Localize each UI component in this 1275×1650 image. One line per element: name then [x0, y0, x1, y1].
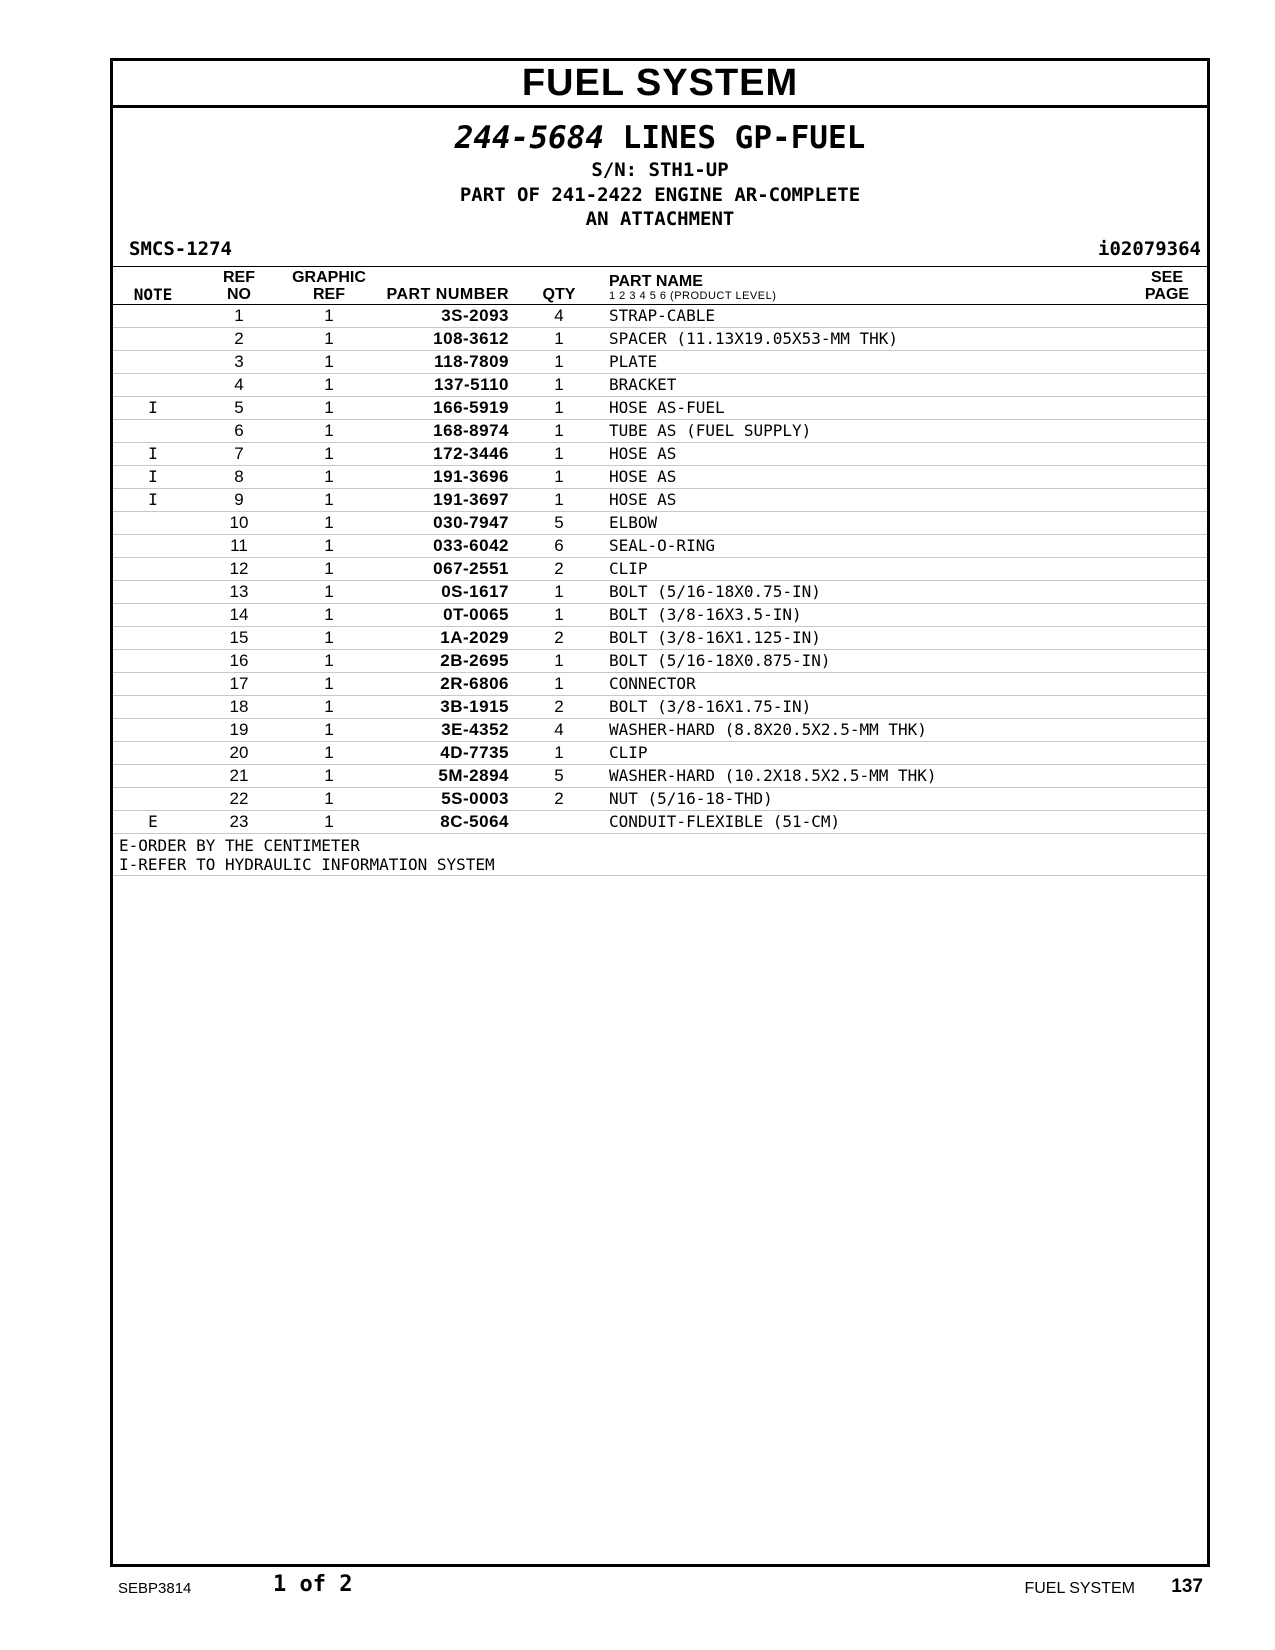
cell-part-number: 067-2551 — [373, 558, 509, 581]
cell-part-number: 4D-7735 — [373, 742, 509, 765]
cell-see-page — [1127, 719, 1207, 742]
note-e: E-ORDER BY THE CENTIMETER — [119, 836, 360, 855]
cell-part-name: BOLT (3/8-16X1.125-IN) — [609, 627, 1127, 650]
cell-part-number: 033-6042 — [373, 535, 509, 558]
cell-note — [113, 742, 193, 765]
cell-see-page — [1127, 788, 1207, 811]
cell-see-page — [1127, 811, 1207, 834]
cell-ref-no: 20 — [193, 742, 285, 765]
table-row — [113, 650, 1207, 673]
table-row — [113, 397, 1207, 420]
cell-qty: 4 — [509, 719, 609, 742]
attachment-line: AN ATTACHMENT — [585, 208, 735, 230]
cell-see-page — [1127, 512, 1207, 535]
cell-graphic-ref: 1 — [285, 466, 373, 489]
cell-graphic-ref: 1 — [285, 512, 373, 535]
cell-part-number: 137-5110 — [373, 374, 509, 397]
cell-part-name: WASHER-HARD (10.2X18.5X2.5-MM THK) — [609, 765, 1127, 788]
cell-graphic-ref: 1 — [285, 535, 373, 558]
cell-qty: 2 — [509, 788, 609, 811]
cell-graphic-ref: 1 — [285, 673, 373, 696]
col-part-name: PART NAME 1 2 3 4 5 6 (PRODUCT LEVEL) — [609, 267, 1127, 305]
cell-see-page — [1127, 374, 1207, 397]
cell-see-page — [1127, 650, 1207, 673]
cell-part-name: HOSE AS — [609, 466, 1127, 489]
col-graphic-ref: GRAPHIC REF — [285, 267, 373, 305]
notes-block — [113, 834, 1207, 876]
table-row — [113, 558, 1207, 581]
cell-part-number: 172-3446 — [373, 443, 509, 466]
cell-note — [113, 328, 193, 351]
cell-part-name: SPACER (11.13X19.05X53-MM THK) — [609, 328, 1127, 351]
cell-part-name: BOLT (3/8-16X1.75-IN) — [609, 696, 1127, 719]
cell-see-page — [1127, 489, 1207, 512]
cell-part-name: BOLT (5/16-18X0.875-IN) — [609, 650, 1127, 673]
cell-see-page — [1127, 397, 1207, 420]
cell-qty: 6 — [509, 535, 609, 558]
cell-part-number: 8C-5064 — [373, 811, 509, 834]
page-title — [113, 118, 1207, 158]
cell-graphic-ref: 1 — [285, 627, 373, 650]
cell-note — [113, 719, 193, 742]
page-frame — [110, 58, 1210, 1567]
cell-part-number: 3S-2093 — [373, 305, 509, 328]
cell-note — [113, 765, 193, 788]
cell-part-number: 2R-6806 — [373, 673, 509, 696]
footer-page-of: 1 of 2 — [273, 1572, 353, 1597]
cell-note — [113, 696, 193, 719]
cell-note — [113, 512, 193, 535]
header-block — [113, 108, 1207, 232]
table-row — [113, 811, 1207, 834]
cell-note: I — [113, 397, 193, 420]
cell-qty: 1 — [509, 489, 609, 512]
cell-graphic-ref: 1 — [285, 351, 373, 374]
cell-ref-no: 5 — [193, 397, 285, 420]
document-id: i02079364 — [1098, 238, 1201, 260]
cell-note — [113, 627, 193, 650]
cell-ref-no: 14 — [193, 604, 285, 627]
product-level-legend: 1 2 3 4 5 6 (PRODUCT LEVEL) — [609, 290, 777, 302]
title-part-name: LINES GP-FUEL — [622, 120, 866, 156]
cell-part-number: 0S-1617 — [373, 581, 509, 604]
smcs-row — [113, 238, 1207, 266]
cell-qty — [509, 811, 609, 834]
cell-note — [113, 673, 193, 696]
cell-ref-no: 19 — [193, 719, 285, 742]
col-note: NOTE — [113, 267, 193, 305]
table-header-row — [113, 267, 1207, 305]
cell-ref-no: 1 — [193, 305, 285, 328]
cell-qty: 1 — [509, 581, 609, 604]
cell-part-name: CONDUIT-FLEXIBLE (51-CM) — [609, 811, 1127, 834]
cell-note — [113, 788, 193, 811]
cell-part-number: 166-5919 — [373, 397, 509, 420]
cell-qty: 1 — [509, 742, 609, 765]
table-row — [113, 765, 1207, 788]
cell-part-number: 191-3697 — [373, 489, 509, 512]
cell-qty: 4 — [509, 305, 609, 328]
cell-graphic-ref: 1 — [285, 811, 373, 834]
cell-part-number: 191-3696 — [373, 466, 509, 489]
cell-ref-no: 12 — [193, 558, 285, 581]
cell-graphic-ref: 1 — [285, 420, 373, 443]
cell-part-name: TUBE AS (FUEL SUPPLY) — [609, 420, 1127, 443]
cell-part-number: 5S-0003 — [373, 788, 509, 811]
cell-ref-no: 13 — [193, 581, 285, 604]
cell-part-number: 5M-2894 — [373, 765, 509, 788]
cell-part-number: 0T-0065 — [373, 604, 509, 627]
page-footer — [0, 1568, 1275, 1608]
cell-see-page — [1127, 604, 1207, 627]
cell-qty: 2 — [509, 627, 609, 650]
col-ref-no: REF NO — [193, 267, 285, 305]
cell-see-page — [1127, 581, 1207, 604]
cell-graphic-ref: 1 — [285, 489, 373, 512]
cell-qty: 1 — [509, 604, 609, 627]
cell-part-number: 2B-2695 — [373, 650, 509, 673]
cell-graphic-ref: 1 — [285, 788, 373, 811]
cell-part-number: 030-7947 — [373, 512, 509, 535]
table-row — [113, 696, 1207, 719]
cell-note — [113, 650, 193, 673]
table-row — [113, 581, 1207, 604]
cell-part-number: 168-8974 — [373, 420, 509, 443]
footer-page-number: 137 — [1171, 1576, 1203, 1597]
cell-graphic-ref: 1 — [285, 374, 373, 397]
cell-qty: 1 — [509, 328, 609, 351]
cell-graphic-ref: 1 — [285, 443, 373, 466]
cell-qty: 5 — [509, 765, 609, 788]
cell-qty: 1 — [509, 673, 609, 696]
cell-graphic-ref: 1 — [285, 765, 373, 788]
title-part-number: 244-5684 — [454, 120, 604, 156]
cell-note — [113, 305, 193, 328]
cell-part-number: 118-7809 — [373, 351, 509, 374]
cell-ref-no: 16 — [193, 650, 285, 673]
cell-see-page — [1127, 305, 1207, 328]
cell-see-page — [1127, 466, 1207, 489]
cell-part-name: BOLT (5/16-18X0.75-IN) — [609, 581, 1127, 604]
table-row — [113, 351, 1207, 374]
cell-ref-no: 3 — [193, 351, 285, 374]
cell-note — [113, 351, 193, 374]
section-title: FUEL SYSTEM — [113, 61, 1207, 108]
cell-see-page — [1127, 420, 1207, 443]
cell-qty: 1 — [509, 443, 609, 466]
part-of-line: PART OF 241-2422 ENGINE AR-COMPLETE — [459, 183, 861, 206]
cell-see-page — [1127, 742, 1207, 765]
cell-qty: 1 — [509, 650, 609, 673]
col-part-number: PART NUMBER — [373, 267, 509, 305]
table-row — [113, 719, 1207, 742]
parts-table — [113, 267, 1207, 834]
cell-graphic-ref: 1 — [285, 305, 373, 328]
cell-part-number: 3E-4352 — [373, 719, 509, 742]
cell-ref-no: 17 — [193, 673, 285, 696]
cell-ref-no: 21 — [193, 765, 285, 788]
cell-part-name: HOSE AS-FUEL — [609, 397, 1127, 420]
cell-ref-no: 9 — [193, 489, 285, 512]
table-row — [113, 466, 1207, 489]
cell-part-name: CLIP — [609, 558, 1127, 581]
cell-part-number: 108-3612 — [373, 328, 509, 351]
cell-note: E — [113, 811, 193, 834]
cell-see-page — [1127, 328, 1207, 351]
cell-see-page — [1127, 443, 1207, 466]
cell-see-page — [1127, 627, 1207, 650]
table-row — [113, 604, 1207, 627]
cell-graphic-ref: 1 — [285, 719, 373, 742]
cell-graphic-ref: 1 — [285, 397, 373, 420]
cell-note: I — [113, 489, 193, 512]
smcs-code: SMCS-1274 — [129, 238, 232, 260]
cell-graphic-ref: 1 — [285, 604, 373, 627]
cell-ref-no: 10 — [193, 512, 285, 535]
cell-note: I — [113, 466, 193, 489]
table-row — [113, 305, 1207, 328]
table-row — [113, 443, 1207, 466]
cell-graphic-ref: 1 — [285, 558, 373, 581]
serial-number: S/N: STH1-UP — [591, 159, 729, 181]
cell-qty: 2 — [509, 696, 609, 719]
table-row — [113, 673, 1207, 696]
table-row — [113, 420, 1207, 443]
parts-table-body — [113, 305, 1207, 834]
cell-qty: 1 — [509, 351, 609, 374]
cell-part-name: ELBOW — [609, 512, 1127, 535]
cell-see-page — [1127, 351, 1207, 374]
cell-part-name: NUT (5/16-18-THD) — [609, 788, 1127, 811]
cell-ref-no: 11 — [193, 535, 285, 558]
cell-qty: 1 — [509, 420, 609, 443]
col-see-page: SEE PAGE — [1127, 267, 1207, 305]
cell-ref-no: 8 — [193, 466, 285, 489]
cell-graphic-ref: 1 — [285, 328, 373, 351]
cell-part-name: HOSE AS — [609, 443, 1127, 466]
cell-note — [113, 604, 193, 627]
cell-qty: 2 — [509, 558, 609, 581]
cell-part-name: HOSE AS — [609, 489, 1127, 512]
cell-graphic-ref: 1 — [285, 581, 373, 604]
cell-part-number: 3B-1915 — [373, 696, 509, 719]
cell-note: I — [113, 443, 193, 466]
cell-note — [113, 581, 193, 604]
table-row — [113, 788, 1207, 811]
table-row — [113, 627, 1207, 650]
cell-part-name: CLIP — [609, 742, 1127, 765]
cell-qty: 1 — [509, 397, 609, 420]
cell-see-page — [1127, 535, 1207, 558]
cell-ref-no: 23 — [193, 811, 285, 834]
cell-qty: 1 — [509, 466, 609, 489]
note-i: I-REFER TO HYDRAULIC INFORMATION SYSTEM — [119, 855, 495, 874]
col-qty: QTY — [509, 267, 609, 305]
cell-graphic-ref: 1 — [285, 696, 373, 719]
cell-part-name: CONNECTOR — [609, 673, 1127, 696]
cell-note — [113, 535, 193, 558]
cell-graphic-ref: 1 — [285, 650, 373, 673]
table-row — [113, 489, 1207, 512]
cell-qty: 5 — [509, 512, 609, 535]
cell-note — [113, 420, 193, 443]
parts-table-wrapper — [113, 266, 1207, 876]
footer-section: FUEL SYSTEM — [1024, 1580, 1135, 1597]
cell-ref-no: 2 — [193, 328, 285, 351]
footer-doc-code: SEBP3814 — [118, 1580, 192, 1597]
cell-graphic-ref: 1 — [285, 742, 373, 765]
cell-part-name: SEAL-O-RING — [609, 535, 1127, 558]
cell-part-name: BRACKET — [609, 374, 1127, 397]
cell-ref-no: 6 — [193, 420, 285, 443]
table-row — [113, 328, 1207, 351]
cell-see-page — [1127, 765, 1207, 788]
cell-part-name: PLATE — [609, 351, 1127, 374]
cell-part-number: 1A-2029 — [373, 627, 509, 650]
cell-ref-no: 18 — [193, 696, 285, 719]
cell-ref-no: 22 — [193, 788, 285, 811]
cell-see-page — [1127, 558, 1207, 581]
cell-see-page — [1127, 673, 1207, 696]
cell-part-name: BOLT (3/8-16X3.5-IN) — [609, 604, 1127, 627]
table-row — [113, 374, 1207, 397]
cell-ref-no: 15 — [193, 627, 285, 650]
cell-ref-no: 4 — [193, 374, 285, 397]
cell-part-name: WASHER-HARD (8.8X20.5X2.5-MM THK) — [609, 719, 1127, 742]
cell-ref-no: 7 — [193, 443, 285, 466]
cell-part-name: STRAP-CABLE — [609, 305, 1127, 328]
table-row — [113, 535, 1207, 558]
table-row — [113, 742, 1207, 765]
cell-qty: 1 — [509, 374, 609, 397]
cell-see-page — [1127, 696, 1207, 719]
cell-note — [113, 374, 193, 397]
cell-note — [113, 558, 193, 581]
table-row — [113, 512, 1207, 535]
